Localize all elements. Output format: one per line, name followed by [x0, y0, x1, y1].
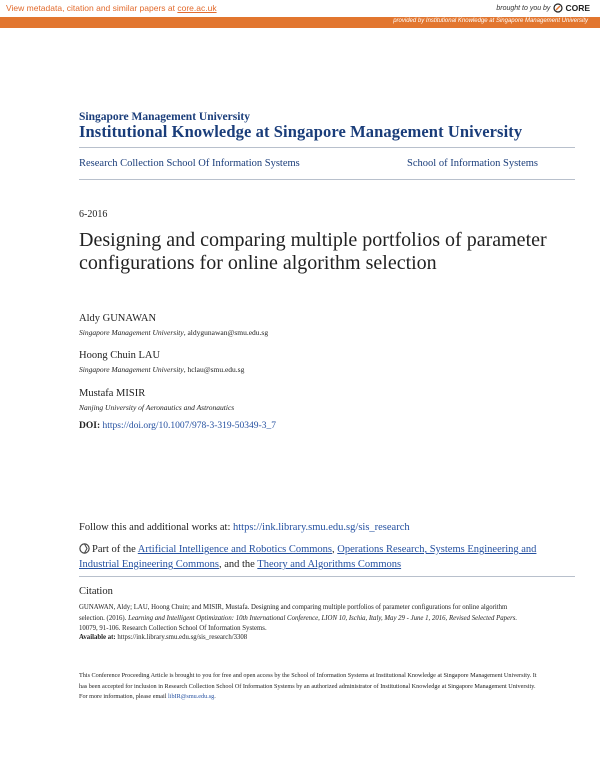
open-access-icon	[79, 543, 90, 554]
publication-date: 6-2016	[79, 209, 108, 220]
access-notice: This Conference Proceeding Article is brought to you for free and open access by the School of Information Systems at Institutional Knowledge at Singapore Management University. It has been accepted for inclusion in Research Collection School Of Information Systems by an authorized administrator of Institutional Knowledge at Singapore Management University. For more information, please email libIR@smu.edu.sg.	[79, 672, 537, 700]
citation-text: GUNAWAN, Aldy; LAU, Hoong Chuin; and MISIR, Mustafa. Designing and comparing multiple portfolios of parameter configurations for online algorithm selection. (2016). Learning and Intelligent Optimization: 10th International Conference, LION 10, Ischia, Italy, May 29 - June 1, 2016, Revised Selected Papers. 10079, 91-106. Research Collection School Of Information Systems.	[79, 604, 518, 632]
author-affiliation: Singapore Management University, hclau@smu.edu.sg	[79, 365, 245, 374]
commons-link[interactable]: Theory and Algorithms Commons	[257, 559, 402, 570]
paper-title: Designing and comparing multiple portfolios of parameter configurations for online algorithm selection	[79, 229, 547, 274]
university-name[interactable]: Singapore Management University	[79, 111, 251, 123]
doi-link[interactable]: https://doi.org/10.1007/978-3-319-50349-3_7	[102, 421, 276, 431]
author-name: Aldy GUNAWAN	[79, 313, 157, 324]
follow-link[interactable]: https://ink.library.smu.edu.sg/sis_research	[233, 522, 410, 533]
author-affiliation: Nanjing University of Aeronautics and Astronautics	[79, 403, 235, 412]
doi-label: DOI:	[79, 421, 101, 431]
core-logo[interactable]: CORE	[553, 3, 590, 13]
availability-link[interactable]: https://ink.library.smu.edu.sg/sis_research/3308	[115, 634, 248, 641]
follow-works: Follow this and additional works at: https://ink.library.smu.edu.sg/sis_research	[79, 522, 410, 533]
repository-name[interactable]: Institutional Knowledge at Singapore Management University	[79, 122, 523, 141]
collection-link[interactable]: Research Collection School Of Information Systems	[79, 158, 300, 169]
author-name: Mustafa MISIR	[79, 388, 146, 399]
core-brand: brought to you by CORE	[496, 3, 590, 13]
divider	[79, 147, 575, 148]
contact-email-link[interactable]: libIR@smu.edu.sg	[168, 693, 215, 700]
school-link[interactable]: School of Information Systems	[407, 158, 538, 169]
commons-link[interactable]: Operations Research, Systems Engineering and Industrial Engineering Commons	[79, 544, 537, 570]
core-provider-strip: provided by Institutional Knowledge at Singapore Management University	[0, 17, 600, 28]
core-metadata-notice: View metadata, citation and similar papers at core.ac.uk	[6, 3, 217, 13]
availability: Available at: https://ink.library.smu.edu.sg/sis_research/3308	[79, 634, 248, 641]
citation-heading: Citation	[79, 586, 113, 597]
core-banner	[0, 0, 600, 17]
commons-link[interactable]: Artificial Intelligence and Robotics Commons	[137, 544, 333, 555]
divider	[79, 179, 575, 180]
doi	[79, 421, 276, 431]
core-link[interactable]: core.ac.uk	[177, 3, 217, 13]
author-email: , hclau@smu.edu.sg	[183, 365, 245, 374]
author-affiliation: Singapore Management University, aldygunawan@smu.edu.sg	[79, 328, 269, 337]
part-of-commons: Part of the Artificial Intelligence and Robotics Commons, Operations Research, Systems Engineering and Industrial Engineering Commons, and the Theory and Algorithms Commons	[79, 544, 537, 570]
core-logo-icon	[553, 3, 563, 13]
author-email: , aldygunawan@smu.edu.sg	[183, 328, 269, 337]
divider	[79, 576, 575, 577]
author-name: Hoong Chuin LAU	[79, 350, 161, 361]
